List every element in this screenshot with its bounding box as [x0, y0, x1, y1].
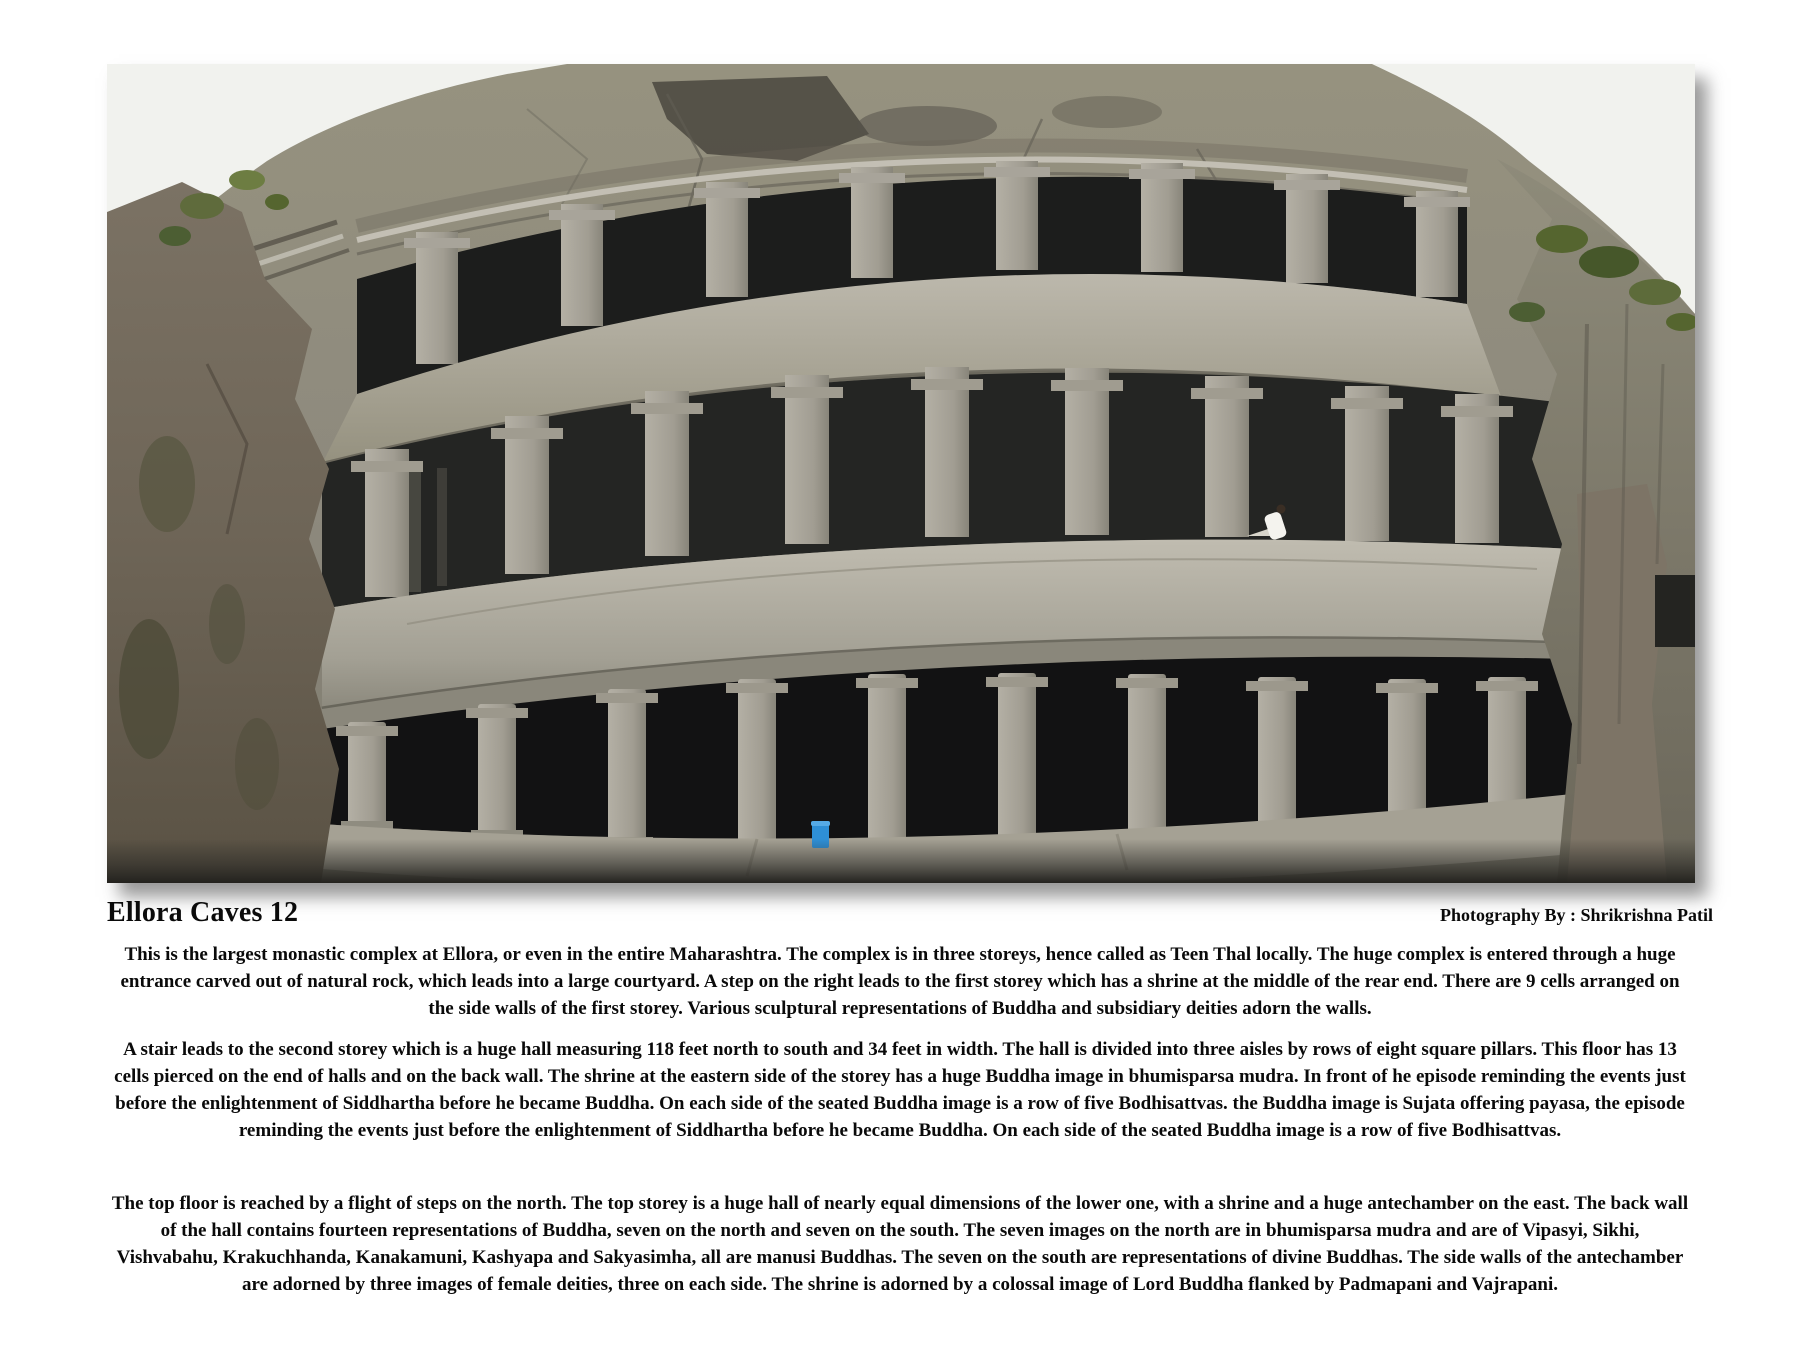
- paragraph-first-storey: This is the largest monastic complex at Ellora, or even in the entire Maharashtra. The complex is in three storeys, hence called as Teen Thal locally. The huge complex is entered through a huge entrance carved out of natural rock, which leads into a large courtyard. A step on the right leads to the first storey which has a shrine at the middle of the rear end. There are 9 cells arranged on the side walls of the first storey. Various sculptural representations of Buddha and subsidiary deities adorn the walls.: [120, 944, 1680, 1019]
- ellora-cave-photo: [107, 64, 1695, 883]
- photo-base-shadow: [107, 839, 1695, 883]
- page-title: Ellora Caves 12: [107, 897, 299, 928]
- paragraph-top-floor: The top floor is reached by a flight of steps on the north. The top storey is a huge hall of nearly equal dimensions of the lower one, with a shrine and a huge antechamber on the east. The back wall of the hall contains fourteen representations of Buddha, seven on the north and seven on the south. The seven images on the north are in bhumisparsa mudra and are of Vipasyi, Sikhi, Vishvabahu, Krakuchhanda, Kanakamuni, Kashyapa and Sakyasimha, all are manusi Buddhas. The seven on the south are representations of divine Buddhas. The side walls of the antechamber are adorned by three images of female deities, three on each side. The shrine is adorned by a colossal image of Lord Buddha flanked by Padmapani and Vajrapani.: [111, 1193, 1689, 1295]
- photo-credit: Photography By : Shrikrishna Patil: [1439, 905, 1713, 925]
- caption-row: [107, 897, 1713, 929]
- cave-facade-illustration: [107, 64, 1695, 883]
- paragraph-second-storey: A stair leads to the second storey which is a huge hall measuring 118 feet north to south and 34 feet in width. The hall is divided into three aisles by rows of eight square pillars. This floor has 13 cells pierced on the end of halls and on the back wall. The shrine at the eastern side of the storey has a huge Buddha image in bhumisparsa mudra. In front of he episode reminding the events just before the enlightenment of Siddhartha before he became Buddha. On each side of the seated Buddha image is a row of five Bodhisattvas. the Buddha image is Sujata offering payasa, the episode reminding the events just before the enlightenment of Siddhartha before he became Buddha. On each side of the seated Buddha image is a row of five Bodhisattvas.: [114, 1039, 1686, 1141]
